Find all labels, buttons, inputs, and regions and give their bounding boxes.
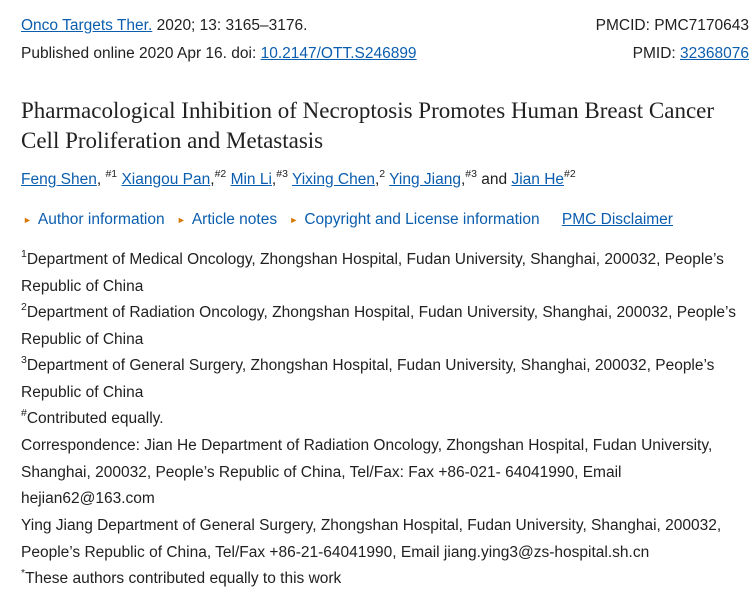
doi-link[interactable]: 10.2147/OTT.S246899 [260,45,417,62]
copyright-label: Copyright and License information [304,211,540,228]
author-sup: #2 [214,167,227,180]
author-sup: #2 [564,167,576,180]
affiliation-text: Department of Radiation Oncology, Zhongshan Hospital, Fudan University, Shanghai, 200032, People’s Republic of China [21,304,736,348]
correspondence: Ying Jiang Department of General Surgery, Zhongshan Hospital, Fudan University, Shanghai, 200032, People’s Republic of China, Tel/Fax +86-21-64041990, Email jiang.ying3@zs-hospital.sh.cn [21,517,722,561]
triangle-right-icon: ► [23,215,32,225]
volume-info: 2020; 13: 3165–3176. [156,17,308,34]
author-list: Feng Shen, $^{\#1}$ Xiangou Pan,$^{\#2}$ Min Li,$^{\#3}$ Yixing Chen,$^2$ Ying Jiang,$^{\#3}$ and Jian He$^{\#2}$ [21,167,576,188]
affiliation-sup: 1 [21,247,27,260]
author-link[interactable]: Xiangou Pan [121,171,211,188]
pmcid: PMCID: PMC7170643 [595,17,749,34]
author-info-label: Author information [37,211,165,228]
pmc-disclaimer-link[interactable]: PMC Disclaimer [561,211,673,228]
author-sep: , [96,171,106,188]
affiliation-sup: 3 [21,353,27,366]
article-notes-label: Article notes [191,211,278,228]
citation-line [21,17,307,35]
equal-note-sup: * [21,566,26,579]
triangle-right-icon: ► [176,215,186,225]
author-link[interactable]: Yixing Chen [291,171,375,188]
author-sup: #3 [465,167,477,180]
correspondence: Correspondence: Jian He Department of Radiation Oncology, Zhongshan Hospital, Fudan University, Shanghai, 200032, People’s Republic of China, Tel/Fax: Fax +86-021- 64041990, Email hejian62@163.com [21,437,713,507]
author-sup: #1 [105,167,118,180]
author-sup: #3 [276,167,288,180]
info-nav [23,211,673,229]
author-sep: and [476,171,512,188]
author-link[interactable]: Jian He [511,171,565,188]
triangle-right-icon: ► [289,215,299,225]
author-info-toggle[interactable] [23,211,165,228]
pmid-label: PMID: [632,45,681,62]
author-sup: 2 [379,167,386,180]
equal-note [21,566,749,593]
equal-note-text: These authors contributed equally to this work [25,570,342,587]
contrib-sup: # [21,406,27,419]
journal-link[interactable]: Onco Targets Ther. [21,17,153,34]
author-link[interactable]: Ying Jiang [389,171,461,188]
affiliation-text: Department of General Surgery, Zhongshan Hospital, Fudan University, Shanghai, 200032, People’s Republic of China [21,357,715,401]
pmid-link[interactable]: 32368076 [680,45,749,62]
copyright-toggle[interactable] [289,211,539,228]
affiliation-sup: 2 [21,300,27,313]
affiliation-text: Department of Medical Oncology, Zhongshan Hospital, Fudan University, Shanghai, 200032, People’s Republic of China [21,251,724,295]
affiliation [21,247,749,300]
article-title: Pharmacological Inhibition of Necroptosis Promotes Human Breast Cancer Cell Proliferation and Metastasis [21,98,715,153]
pmid-line [633,45,749,63]
published-line [21,45,417,63]
affiliation [21,300,749,353]
author-link[interactable]: Min Li [230,171,272,188]
contrib-text: Contributed equally. [26,410,164,427]
affiliation [21,353,749,406]
article-notes-toggle[interactable] [177,211,277,228]
published-text: Published online 2020 Apr 16. doi: [21,45,261,62]
author-link[interactable]: Feng Shen [21,171,97,188]
contrib-note [21,406,749,433]
